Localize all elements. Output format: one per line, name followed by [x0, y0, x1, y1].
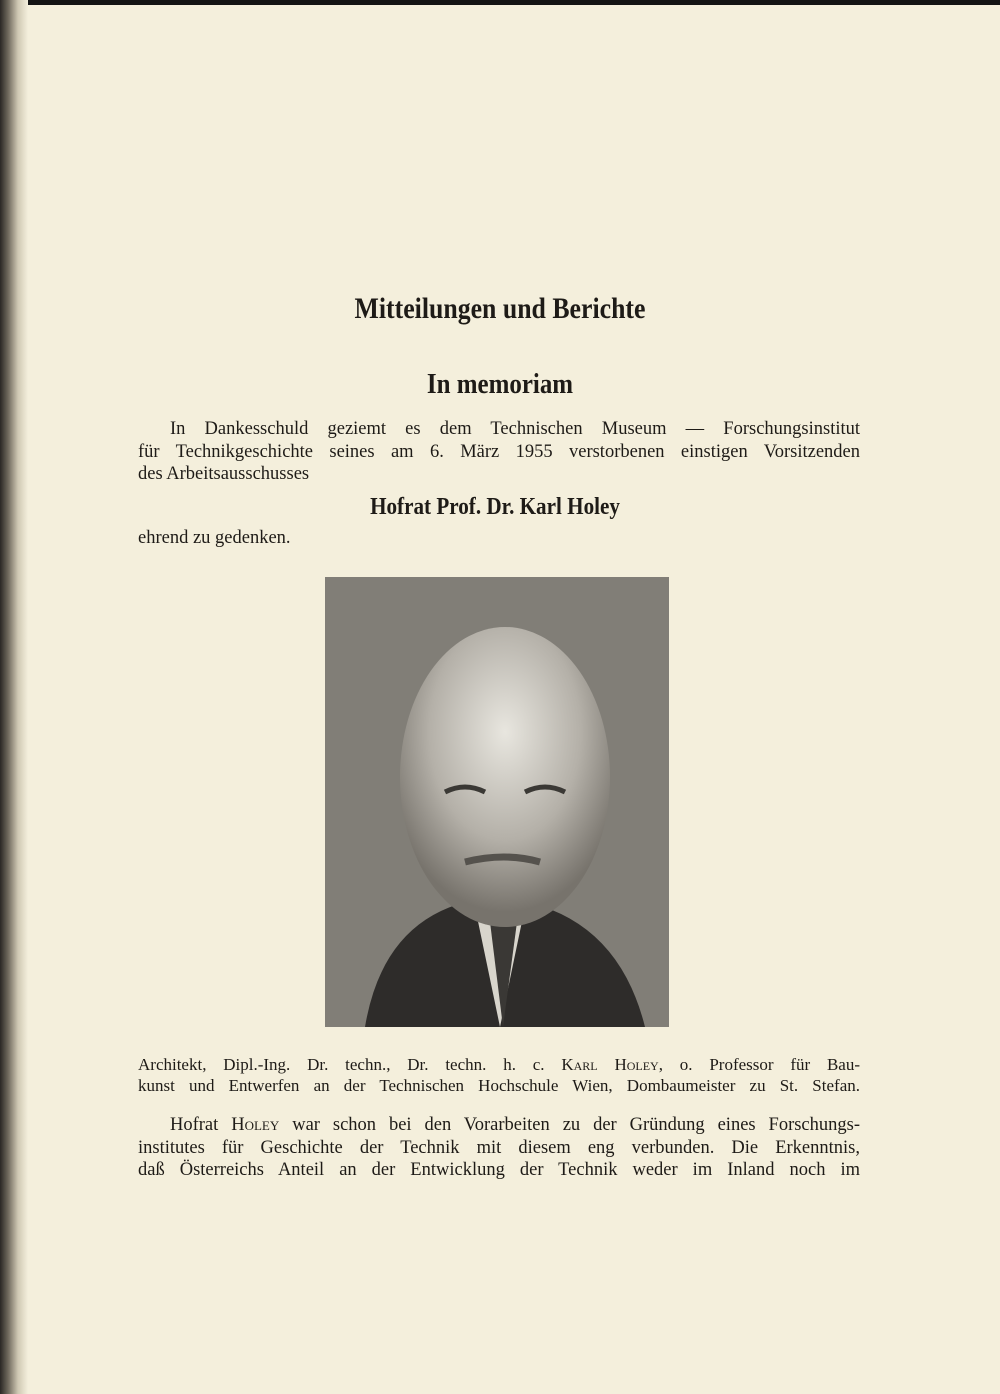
- intro-line: In Dankesschuld geziemt es dem Technischen Museum — Forschungsinstitut: [170, 419, 860, 439]
- caption-text: Architekt, Dipl.-Ing. Dr. techn., Dr. techn. h. c.: [138, 1055, 545, 1074]
- intro-line: des Arbeitsausschusses: [138, 464, 310, 484]
- body-line: [138, 1114, 860, 1137]
- portrait-photo: [325, 577, 669, 1027]
- section-heading: Mitteilungen und Berichte: [354, 292, 646, 325]
- body-line: institutes für Geschichte der Technik mit diesem eng verbunden. Die Erkenntnis,: [138, 1137, 860, 1158]
- book-gutter-shadow: [0, 0, 28, 1394]
- caption-name: Karl Holey: [561, 1055, 659, 1074]
- intro-line: für Technikgeschichte seines am 6. März 1955 verstorbenen einstigen Vorsitzenden: [138, 441, 860, 462]
- intro-end: ehrend zu gedenken.: [138, 528, 291, 548]
- caption-line: [138, 1054, 860, 1075]
- body-name: Holey: [231, 1115, 280, 1135]
- intro-paragraph: [138, 418, 860, 486]
- body-paragraph: [138, 1114, 860, 1182]
- body-text: war schon bei den Vorarbeiten zu der Gründung eines Forschungs-: [292, 1115, 861, 1135]
- portrait-image: [325, 577, 669, 1027]
- honoree-name: Hofrat Prof. Dr. Karl Holey: [370, 494, 620, 520]
- caption-text: , o. Professor für Bau-: [658, 1055, 861, 1074]
- scan-top-border: [0, 0, 1000, 5]
- photo-caption: [138, 1054, 860, 1096]
- article-title: In memoriam: [426, 368, 574, 400]
- body-text: Hofrat: [170, 1115, 219, 1135]
- body-line: daß Österreichs Anteil an der Entwicklung der Technik weder im Inland noch im: [138, 1160, 860, 1180]
- caption-line: kunst und Entwerfen an der Technischen Hochschule Wien, Dombaumeister zu St. Stefan.: [138, 1076, 860, 1095]
